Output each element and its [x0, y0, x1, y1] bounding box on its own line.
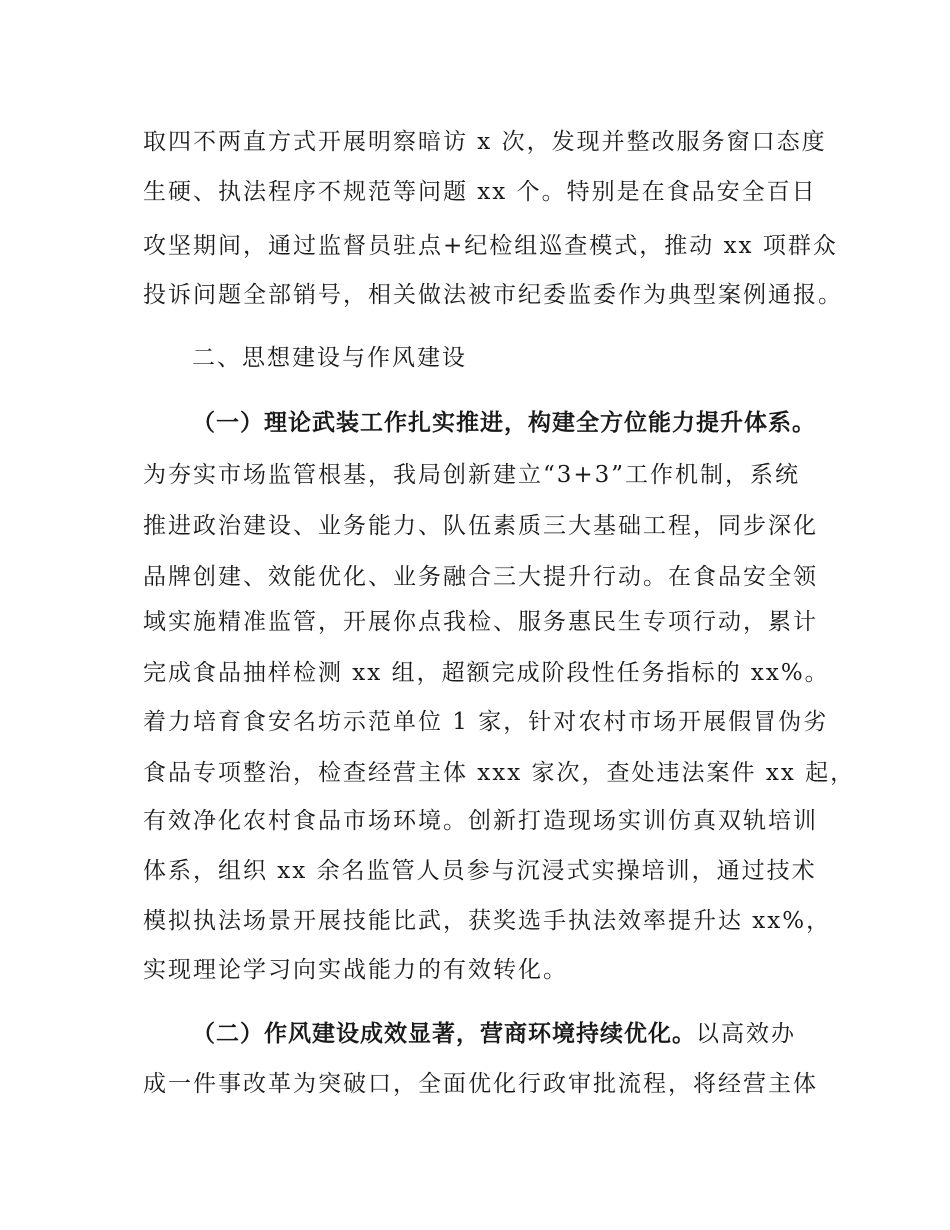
paragraph-line: 生硬、执法程序不规范等问题 xx 个。特别是在食品安全百日: [143, 179, 817, 205]
paragraph-line: 推进政治建设、业务能力、队伍素质三大基础工程，同步深化: [143, 513, 818, 539]
paragraph-line: 攻坚期间，通过监督员驻点+纪检组巡查模式，推动 xx 项群众: [143, 233, 838, 259]
paragraph-line: 域实施精准监管，开展你点我检、服务惠民生专项行动，累计: [143, 609, 818, 635]
paragraph-line: 为夯实市场监管根基，我局创新建立“3+3”工作机制，系统: [143, 462, 801, 488]
paragraph-line: 完成食品抽样检测 xx 组，超额完成阶段性任务指标的 xx%。: [143, 660, 830, 686]
paragraph-line: 成一件事改革为突破口，全面优化行政审批流程，将经营主体: [143, 1071, 818, 1097]
paragraph-line: 品牌创建、效能优化、业务融合三大提升行动。在食品安全领: [143, 564, 818, 590]
paragraph-line: 取四不两直方式开展明察暗访 x 次，发现并整改服务窗口态度: [143, 129, 827, 155]
paragraph-line: 着力培育食安名坊示范单位 1 家，针对农村市场开展假冒伪劣: [143, 709, 829, 735]
paragraph-line: 有效净化农村食品市场环境。创新打造现场实训仿真双轨培训: [143, 808, 818, 834]
subsection-heading-1: （一）理论武装工作扎实推进，构建全方位能力提升体系。: [192, 410, 816, 436]
paragraph-run: 以高效办: [696, 1021, 796, 1047]
paragraph-line: 实现理论学习向实战能力的有效转化。: [143, 957, 568, 983]
section-heading: 二、思想建设与作风建设: [192, 345, 467, 371]
paragraph-line: 体系，组织 xx 余名监管人员参与沉浸式实操培训，通过技术: [143, 858, 817, 884]
paragraph-line: 食品专项整治，检查经营主体 xxx 家次，查处违法案件 xx 起，: [143, 760, 856, 786]
paragraph-line: 投诉问题全部销号，相关做法被市纪委监委作为典型案例通报。: [143, 282, 843, 308]
subsection-heading-2: （二）作风建设成效显著，营商环境持续优化。: [192, 1021, 696, 1047]
paragraph-line: 模拟执法场景开展技能比武，获奖选手执法效率提升达 xx%，: [143, 908, 832, 934]
subsection-line-2: [192, 1019, 796, 1049]
